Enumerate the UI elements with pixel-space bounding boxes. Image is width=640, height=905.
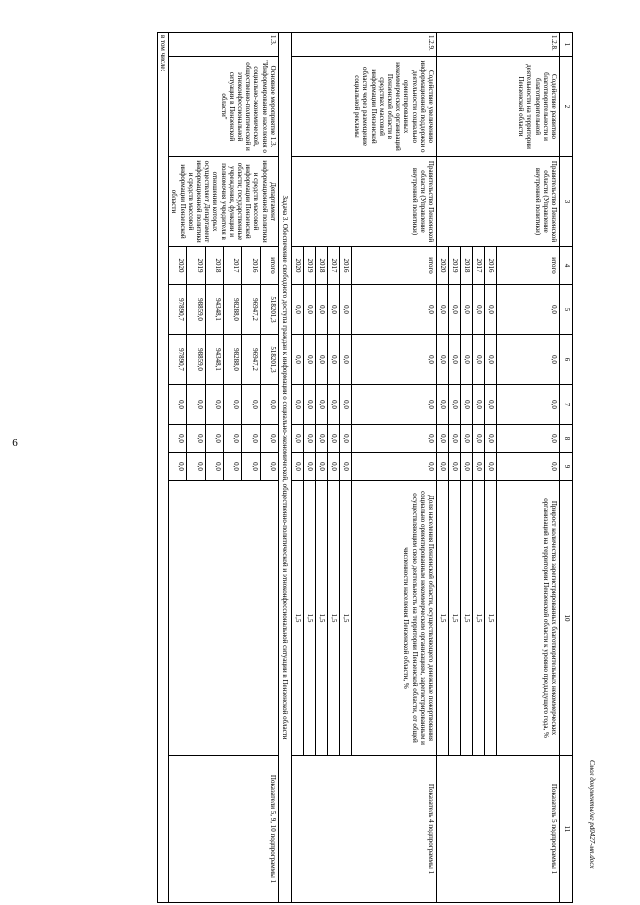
value-cell: 0,0 (340, 453, 352, 481)
value-cell: 0,0 (316, 285, 328, 335)
year-cell: 2017 (224, 247, 242, 285)
value-cell: 0,0 (242, 385, 260, 425)
row-number: 1.3. (169, 33, 279, 57)
value-cell: 97890,7 (169, 285, 187, 335)
col-num-6: 6 (560, 335, 573, 385)
year-cell: итого (497, 247, 560, 285)
value-cell: 0,0 (292, 385, 304, 425)
table-row (352, 33, 437, 903)
including-row (157, 33, 168, 903)
footer-file-path: Смол документы/мг pd0427-мп.docx (588, 760, 596, 869)
value-cell: 0,0 (205, 453, 223, 481)
task-section-row (278, 33, 291, 903)
indicator-value: 1,5 (304, 481, 316, 756)
indicator-value: 1,5 (449, 481, 461, 756)
value-cell: 0,0 (340, 425, 352, 453)
task-3-heading: Задача 3. Обеспечение свободного доступа граждан к информации о социально-экономической, общественно-политической и этноконфессиональной ситуации в Пензенской области (278, 33, 291, 903)
row-number: 1.2.9. (292, 33, 437, 57)
value-cell: 0,0 (316, 335, 328, 385)
value-cell: 0,0 (449, 285, 461, 335)
including-label: в том числе: (157, 33, 168, 903)
table-row (497, 33, 560, 903)
value-cell: 0,0 (304, 425, 316, 453)
year-cell: 2018 (205, 247, 223, 285)
year-cell: 2018 (316, 247, 328, 285)
value-cell: 0,0 (485, 335, 497, 385)
year-cell: 2019 (449, 247, 461, 285)
program-table-container (68, 32, 573, 902)
value-cell: 0,0 (449, 453, 461, 481)
value-cell: 0,0 (224, 425, 242, 453)
value-cell: 0,0 (304, 285, 316, 335)
value-cell: 0,0 (328, 425, 340, 453)
value-cell: 0,0 (340, 385, 352, 425)
value-cell: 0,0 (497, 453, 560, 481)
value-cell: 0,0 (437, 385, 449, 425)
value-cell: 0,0 (316, 385, 328, 425)
value-cell: 0,0 (352, 335, 437, 385)
value-cell: 0,0 (260, 425, 278, 453)
value-cell: 0,0 (352, 453, 437, 481)
value-cell: 0,0 (473, 285, 485, 335)
value-cell: 0,0 (328, 453, 340, 481)
target-indicator: Показатели 5, 9, 10 подпрограммы 1 (169, 756, 279, 903)
value-cell: 98288,0 (224, 335, 242, 385)
value-cell: 0,0 (260, 385, 278, 425)
value-cell: 98859,0 (187, 285, 205, 335)
col-num-5: 5 (560, 285, 573, 335)
value-cell: 518201,3 (260, 285, 278, 335)
value-cell: 0,0 (224, 453, 242, 481)
col-num-7: 7 (560, 385, 573, 425)
value-cell: 98859,0 (187, 335, 205, 385)
value-cell: 0,0 (473, 335, 485, 385)
indicator-value: 1,5 (316, 481, 328, 756)
year-cell: 2020 (292, 247, 304, 285)
program-table (157, 32, 573, 903)
col-num-11: 11 (560, 756, 573, 903)
executor: Департамент информационной политики и средств массовой информации Пензенской области; государственные учреждения, функции и полномочия учредителя в отношении которых осуществляет Департамент информационной политики и средств массовой информации Пензенской области (169, 157, 279, 247)
value-cell: 0,0 (328, 285, 340, 335)
value-cell: 0,0 (352, 425, 437, 453)
value-cell: 0,0 (169, 453, 187, 481)
year-cell: 2020 (169, 247, 187, 285)
target-indicator: Показатель 4 подпрограммы 1 (292, 756, 437, 903)
value-cell: 96947,2 (242, 335, 260, 385)
year-cell: 2019 (304, 247, 316, 285)
value-cell: 0,0 (485, 453, 497, 481)
indicator-text: Прирост количества зарегистрированных благотворительных некоммерческих организаций на территории Пензенской области к уровню предыдущего года, % (497, 481, 560, 756)
value-cell: 0,0 (340, 285, 352, 335)
indicator-value: 1,5 (485, 481, 497, 756)
table-row (260, 33, 278, 903)
value-cell: 94348,1 (205, 335, 223, 385)
indicator-value: 1,5 (328, 481, 340, 756)
col-num-4: 4 (560, 247, 573, 285)
value-cell: 96947,2 (242, 285, 260, 335)
indicator-text: Доля населения Пензенской области, осуществляющего денежные пожертвования социально ориентированным некоммерческим организациям, зарегистрированным и осуществляющим свою деятельность на территории Пензенской области, от общей численности населения Пензенской области, % (352, 481, 437, 756)
value-cell: 0,0 (461, 335, 473, 385)
value-cell: 0,0 (449, 385, 461, 425)
year-cell: 2017 (328, 247, 340, 285)
value-cell: 518201,3 (260, 335, 278, 385)
value-cell: 0,0 (224, 385, 242, 425)
value-cell: 0,0 (461, 385, 473, 425)
value-cell: 0,0 (242, 425, 260, 453)
value-cell: 0,0 (473, 425, 485, 453)
value-cell: 0,0 (497, 385, 560, 425)
value-cell: 0,0 (437, 453, 449, 481)
col-num-2: 2 (560, 57, 573, 157)
value-cell: 0,0 (292, 285, 304, 335)
col-num-9: 9 (560, 453, 573, 481)
col-num-3: 3 (560, 157, 573, 247)
year-cell: итого (260, 247, 278, 285)
value-cell: 0,0 (485, 425, 497, 453)
year-cell: 2019 (187, 247, 205, 285)
indicator-value: 1,5 (461, 481, 473, 756)
year-cell: 2018 (461, 247, 473, 285)
value-cell: 0,0 (316, 425, 328, 453)
value-cell: 0,0 (316, 453, 328, 481)
value-cell: 0,0 (304, 335, 316, 385)
indicator-text (169, 481, 279, 756)
value-cell: 0,0 (473, 385, 485, 425)
col-num-10: 10 (560, 481, 573, 756)
value-cell: 0,0 (449, 335, 461, 385)
column-number-row (560, 33, 573, 903)
year-cell: 2020 (437, 247, 449, 285)
value-cell: 0,0 (461, 425, 473, 453)
value-cell: 0,0 (497, 425, 560, 453)
value-cell: 0,0 (187, 425, 205, 453)
year-cell: 2017 (473, 247, 485, 285)
value-cell: 98288,0 (224, 285, 242, 335)
activity-name: Содействие развитию благотворительности и благотворительной деятельности на территории Пензенской области (437, 57, 560, 157)
activity-name: Основное мероприятие 1.3. "Информирование населения о социально-экономической, общественно-политической и этноконфессиональной ситуации в Пензенской области" (169, 57, 279, 157)
page-number: 6 (12, 437, 18, 449)
year-cell: итого (352, 247, 437, 285)
value-cell: 0,0 (485, 285, 497, 335)
value-cell: 0,0 (242, 453, 260, 481)
value-cell: 0,0 (187, 453, 205, 481)
value-cell: 0,0 (187, 385, 205, 425)
value-cell: 0,0 (205, 385, 223, 425)
value-cell: 0,0 (352, 385, 437, 425)
value-cell: 0,0 (461, 453, 473, 481)
value-cell: 0,0 (304, 385, 316, 425)
year-cell: 2016 (242, 247, 260, 285)
value-cell: 0,0 (437, 335, 449, 385)
value-cell: 0,0 (449, 425, 461, 453)
indicator-value: 1,5 (473, 481, 485, 756)
indicator-value: 1,5 (340, 481, 352, 756)
activity-name: Содействие увеличению информационной поддержки о деятельности социально ориентированных некоммерческих организаций Пензенской области в средствах массовой информации Пензенской области через размещение социальной рекламы (292, 57, 437, 157)
value-cell: 94348,1 (205, 285, 223, 335)
value-cell: 0,0 (352, 285, 437, 335)
value-cell: 0,0 (473, 453, 485, 481)
value-cell: 0,0 (328, 335, 340, 385)
value-cell: 0,0 (169, 425, 187, 453)
target-indicator: Показатель 5 подпрограммы 1 (437, 756, 560, 903)
value-cell: 0,0 (328, 385, 340, 425)
value-cell: 97890,7 (169, 335, 187, 385)
year-cell: 2016 (340, 247, 352, 285)
value-cell: 0,0 (497, 285, 560, 335)
value-cell: 0,0 (292, 453, 304, 481)
value-cell: 0,0 (340, 335, 352, 385)
value-cell: 0,0 (292, 425, 304, 453)
col-num-1: 1 (560, 33, 573, 57)
value-cell: 0,0 (485, 385, 497, 425)
value-cell: 0,0 (205, 425, 223, 453)
executor: Правительство Пензенской области (Управление внутренней политики) (437, 157, 560, 247)
indicator-value: 1,5 (437, 481, 449, 756)
value-cell: 0,0 (260, 453, 278, 481)
executor: Правительство Пензенской области (Управление внутренней политики) (292, 157, 437, 247)
value-cell: 0,0 (497, 335, 560, 385)
col-num-8: 8 (560, 425, 573, 453)
value-cell: 0,0 (292, 335, 304, 385)
row-number: 1.2.8. (437, 33, 560, 57)
year-cell: 2016 (485, 247, 497, 285)
value-cell: 0,0 (169, 385, 187, 425)
value-cell: 0,0 (304, 453, 316, 481)
value-cell: 0,0 (437, 285, 449, 335)
indicator-value: 1,5 (292, 481, 304, 756)
value-cell: 0,0 (437, 425, 449, 453)
value-cell: 0,0 (461, 285, 473, 335)
